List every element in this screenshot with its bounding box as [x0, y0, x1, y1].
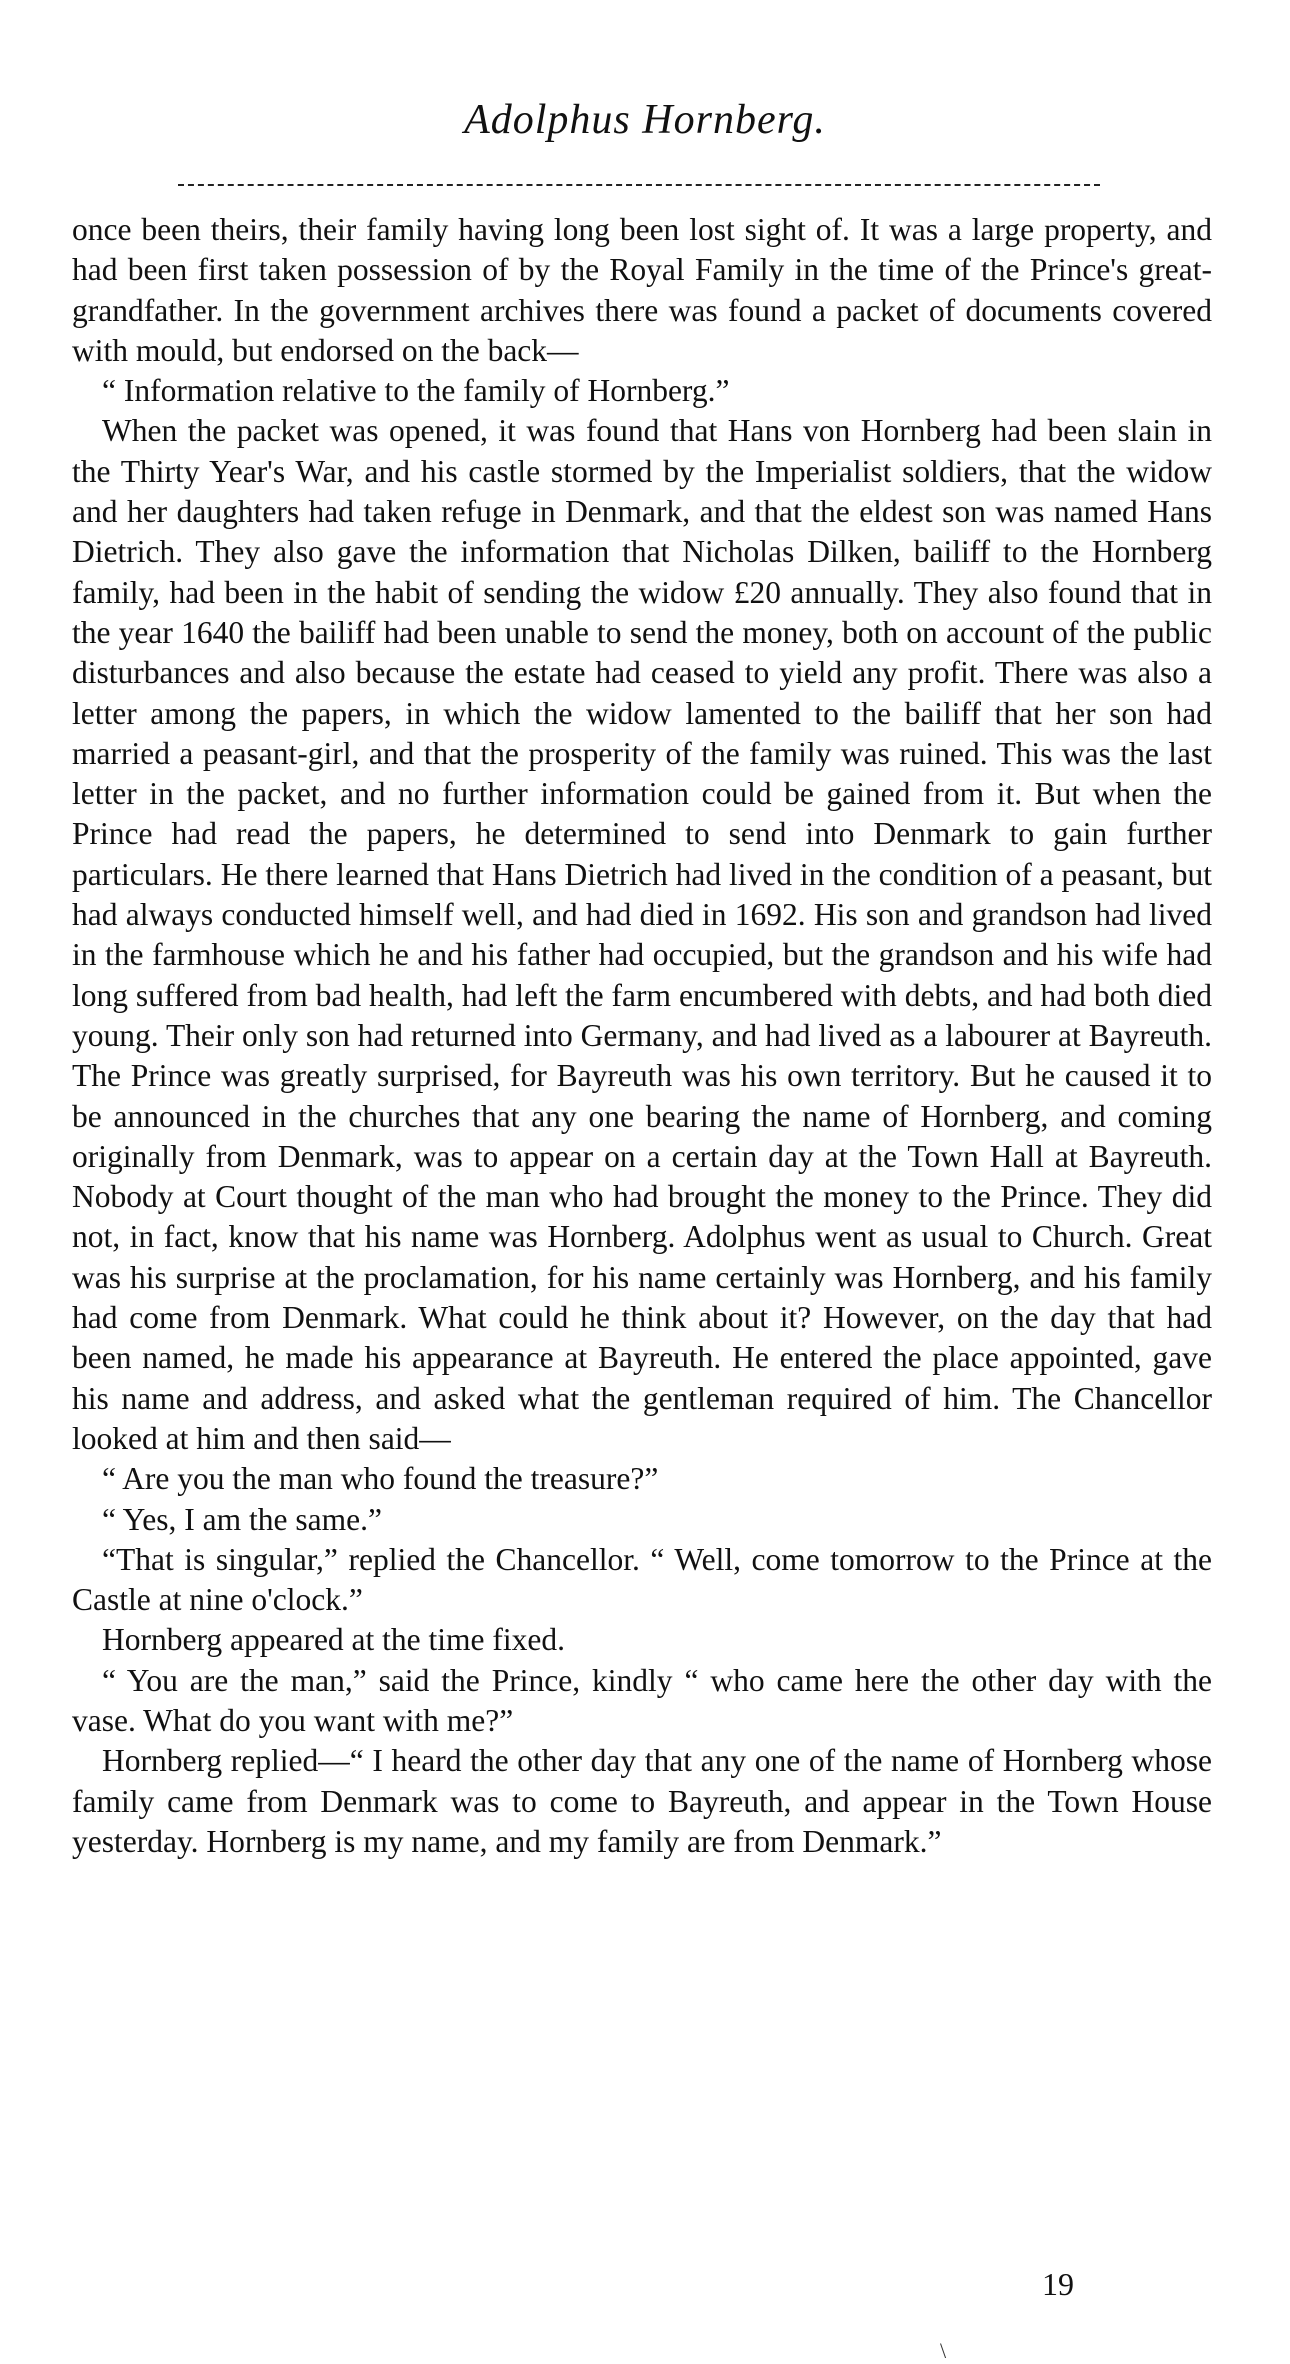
paragraph: “ Information relative to the family of Hornberg.”: [102, 373, 730, 409]
paragraph: Hornberg replied—“ I heard the other day that any one of the name of Hornberg whose family came from Denmark was to come to Bayreuth, and appear in the Town House yesterday. Hornberg is my name, and my family are from Denmark.”: [72, 1743, 1212, 1859]
body-text: [72, 210, 1212, 1862]
paragraph: When the packet was opened, it was found that Hans von Hornberg had been slain in the Thirty Year's War, and his castle stormed by the Imperialist soldiers, that the widow and her daughters had taken refuge in Denmark, and that the eldest son was named Hans Dietrich. They also gave the information that Nicholas Dilken, bailiff to the Hornberg family, had been in the habit of sending the widow £20 annually. They also found that in the year 1640 the bailiff had been unable to send the money, both on account of the public disturbances and also because the estate had ceased to yield any profit. There was also a letter among the papers, in which the widow lamented to the bailiff that her son had married a peasant-girl, and that the prosperity of the family was ruined. This was the last letter in the packet, and no further information could be gained from it. But when the Prince had read the papers, he determined to send into Denmark to gain further particulars. He there learned that Hans Dietrich had lived in the condition of a peasant, but had always conducted himself well, and had died in 1692. His son and grandson had lived in the farmhouse which he and his father had occupied, but the grandson and his wife had long suffered from bad health, had left the farm encumbered with debts, and had both died young. Their only son had returned into Germany, and had lived as a labourer at Bayreuth. The Prince was greatly surprised, for Bayreuth was his own territory. But he caused it to be announced in the churches that any one bearing the name of Hornberg, and coming originally from Denmark, was to appear on a certain day at the Town Hall at Bayreuth. Nobody at Court thought of the man who had brought the money to the Prince. They did not, in fact, know that his name was Hornberg. Adolphus went as usual to Church. Great was his surprise at the proclamation, for his name certainly was Hornberg, and his family had come from Denmark. What could he think about it? However, on the day that had been named, he made his appearance at Bayreuth. He entered the place appointed, gave his name and address, and asked what the gentleman required of him. The Chancellor looked at him and then said—: [72, 413, 1212, 1456]
header-rule: [178, 184, 1100, 186]
running-head: Adolphus Hornberg.: [464, 97, 826, 143]
print-speck: \: [940, 2338, 947, 2363]
paragraph: “ Are you the man who found the treasure?”: [102, 1461, 659, 1497]
paragraph: “ Yes, I am the same.”: [102, 1501, 382, 1537]
paragraph: “That is singular,” replied the Chancellor. “ Well, come tomorrow to the Prince at the Castle at nine o'clock.”: [72, 1541, 1212, 1618]
paragraph: once been theirs, their family having long been lost sight of. It was a large property, and had been first taken possession of by the Royal Family in the time of the Prince's great-grandfather. In the government archives there was found a packet of documents covered with mould, but endorsed on the back—: [72, 212, 1212, 368]
paragraph: Hornberg appeared at the time fixed.: [102, 1622, 565, 1658]
page-number: 19: [1042, 2266, 1074, 2302]
paragraph: “ You are the man,” said the Prince, kindly “ who came here the other day with the vase. What do you want with me?”: [72, 1662, 1212, 1738]
